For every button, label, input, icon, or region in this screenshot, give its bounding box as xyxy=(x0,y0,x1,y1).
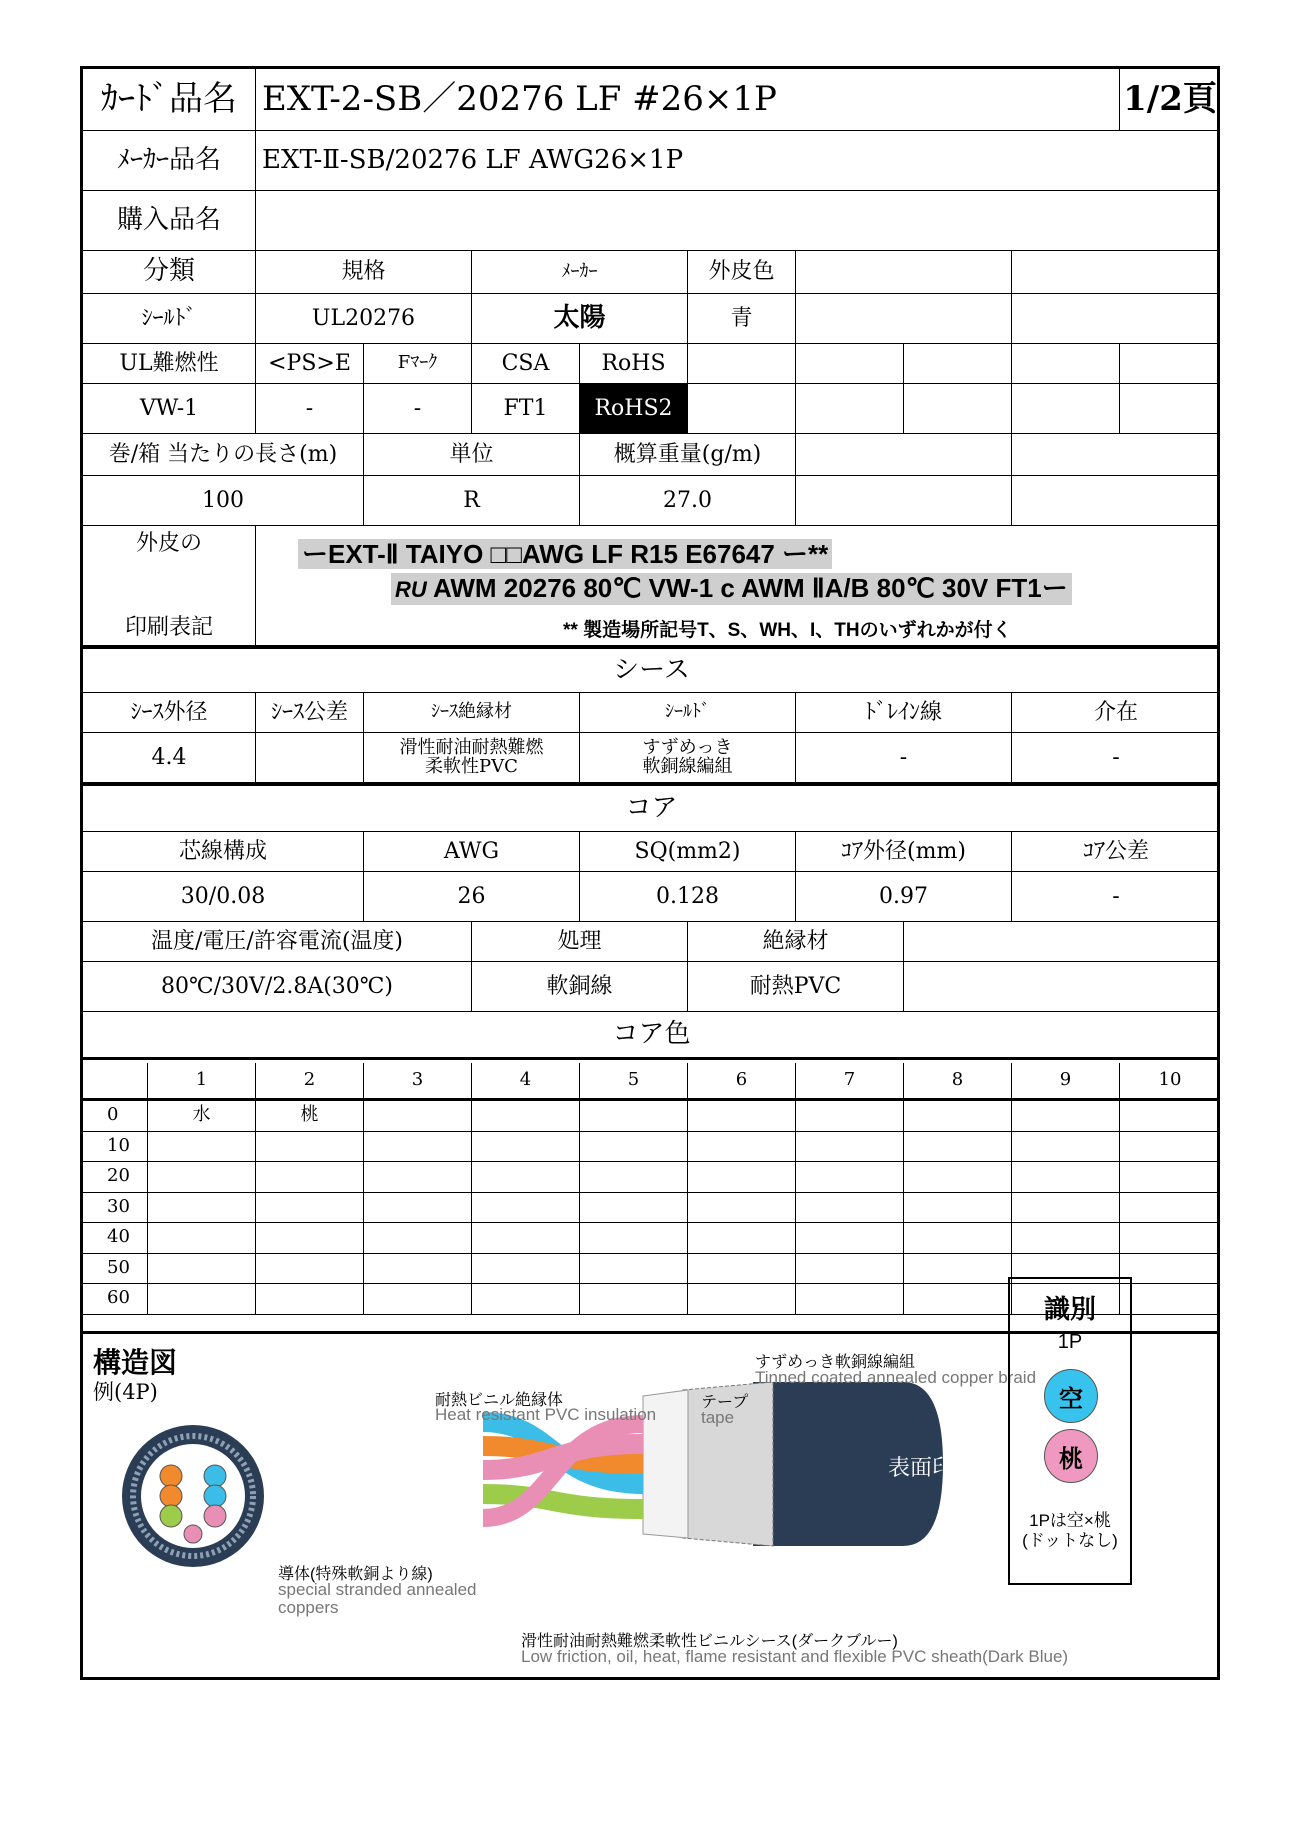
color-row-label: 0 xyxy=(83,1101,148,1132)
color-cell xyxy=(688,1162,796,1193)
conductor-construction-label: 芯線構成 xyxy=(83,832,364,872)
color-cell xyxy=(1120,1284,1220,1315)
purchase-name-value xyxy=(256,191,1220,251)
sheath-od-label: ｼｰｽ外径 xyxy=(83,693,256,733)
color-cell xyxy=(1012,1101,1120,1132)
page-number: 1/2頁 xyxy=(1120,69,1220,131)
classification-label: 分類 xyxy=(83,251,256,294)
blank-cell xyxy=(904,384,1012,434)
color-cell xyxy=(364,1223,472,1254)
maker-name-label: ﾒｰｶｰ品名 xyxy=(83,131,256,191)
color-cell xyxy=(796,1223,904,1254)
color-cell xyxy=(580,1193,688,1224)
standard-value: UL20276 xyxy=(256,294,472,344)
sheath-tolerance-label: ｼｰｽ公差 xyxy=(256,693,364,733)
color-cell xyxy=(904,1254,1012,1285)
blank-cell xyxy=(796,476,1012,526)
color-cell xyxy=(472,1101,580,1132)
core-od-label: ｺｱ外径(mm) xyxy=(796,832,1012,872)
cross-section xyxy=(122,1425,264,1567)
sheath-od-value: 4.4 xyxy=(83,733,256,783)
length-per-reel-value: 100 xyxy=(83,476,364,526)
blank-cell xyxy=(796,344,904,384)
color-column-header: 4 xyxy=(472,1063,580,1101)
color-cell xyxy=(256,1284,364,1315)
blank-cell xyxy=(1012,251,1220,294)
color-cell xyxy=(148,1223,256,1254)
color-cell xyxy=(580,1162,688,1193)
color-cell xyxy=(148,1254,256,1285)
jacket-print-label xyxy=(83,526,256,646)
print-line-2-band xyxy=(391,573,1072,605)
conductor-construction-value: 30/0.08 xyxy=(83,872,364,922)
identification-note: 1Pは空×桃 (ドットなし) xyxy=(1022,1511,1118,1550)
color-cell xyxy=(472,1223,580,1254)
core-tolerance-value: - xyxy=(1012,872,1220,922)
color-1-badge: 空 xyxy=(1044,1369,1098,1423)
pse-label: <PS>E xyxy=(256,344,364,384)
color-column-header: 1 xyxy=(148,1063,256,1101)
color-cell xyxy=(688,1132,796,1163)
csa-value: FT1 xyxy=(472,384,580,434)
blank-cell xyxy=(688,384,796,434)
color-cell xyxy=(904,1132,1012,1163)
color-cell xyxy=(472,1162,580,1193)
color-cell xyxy=(256,1162,364,1193)
blank-cell xyxy=(904,962,1220,1012)
color-cell xyxy=(472,1193,580,1224)
print-note: ** 製造場所記号T、S、WH、I、THのいずれかが付く xyxy=(563,620,1012,641)
f-mark-value: - xyxy=(364,384,472,434)
color-cell xyxy=(580,1132,688,1163)
color-cell xyxy=(364,1162,472,1193)
color-cell xyxy=(1120,1162,1220,1193)
color-cell xyxy=(256,1193,364,1224)
color-cell xyxy=(688,1254,796,1285)
tape-label-en: tape xyxy=(701,1408,735,1427)
color-cell xyxy=(1012,1132,1120,1163)
insulation-value: 耐熱PVC xyxy=(688,962,904,1012)
core-tolerance-label: ｺｱ公差 xyxy=(1012,832,1220,872)
ul-flame-value: VW-1 xyxy=(83,384,256,434)
color-cell xyxy=(364,1193,472,1224)
color-column-header: 8 xyxy=(904,1063,1012,1101)
color-cell xyxy=(904,1101,1012,1132)
color-cell xyxy=(796,1193,904,1224)
color-cell xyxy=(904,1223,1012,1254)
color-cell xyxy=(364,1132,472,1163)
color-row-label: 20 xyxy=(83,1162,148,1193)
color-cell xyxy=(904,1162,1012,1193)
blank-cell xyxy=(688,344,796,384)
color-cell xyxy=(1120,1254,1220,1285)
color-row-label: 10 xyxy=(83,1132,148,1163)
color-cell xyxy=(148,1193,256,1224)
insulation-label: 絶縁材 xyxy=(688,922,904,962)
blank-cell xyxy=(1120,384,1220,434)
conductor-label-en: special stranded annealed coppers xyxy=(278,1580,477,1617)
color-cell xyxy=(364,1284,472,1315)
blank-cell xyxy=(796,434,1012,476)
blank-cell xyxy=(796,251,1012,294)
standard-label: 規格 xyxy=(256,251,472,294)
color-cell xyxy=(580,1284,688,1315)
color-cell xyxy=(580,1223,688,1254)
rating-label: 温度/電圧/許容電流(温度) xyxy=(83,922,472,962)
sheath-label-jp: 滑性耐油耐熱難燃柔軟性ビニルシース(ダークブルー) xyxy=(521,1633,898,1650)
color-cell xyxy=(256,1223,364,1254)
purchase-name-label: 購入品名 xyxy=(83,191,256,251)
color-cell xyxy=(1120,1193,1220,1224)
jacket-color-label: 外皮色 xyxy=(688,251,796,294)
blank-cell xyxy=(1120,344,1220,384)
sheath-material-value: 滑性耐油耐熱難燃 柔軟性PVC xyxy=(364,733,580,783)
color-cell: 水 xyxy=(148,1101,256,1132)
card-name-value: EXT-2-SB／20276 LF #26×1P xyxy=(256,69,1120,131)
core-section-title: コア xyxy=(83,786,1220,832)
drain-wire-label: ﾄﾞﾚｲﾝ線 xyxy=(796,693,1012,733)
blank-cell xyxy=(904,922,1220,962)
color-column-header: 10 xyxy=(1120,1063,1220,1101)
rohs-value: RoHS2 xyxy=(580,384,688,434)
color-cell xyxy=(364,1254,472,1285)
color-cell xyxy=(580,1101,688,1132)
ul-flame-label: UL難燃性 xyxy=(83,344,256,384)
sheath-label-en: Low friction, oil, heat, flame resistant and flexible PVC sheath(Dark Blue) xyxy=(521,1647,1069,1666)
pair-label: 1P xyxy=(1057,1331,1083,1353)
color-cell xyxy=(472,1132,580,1163)
core-color-section-title: コア色 xyxy=(83,1012,1220,1060)
color-column-header: 2 xyxy=(256,1063,364,1101)
shield-value: すずめっき 軟銅線編組 xyxy=(580,733,796,783)
treatment-label: 処理 xyxy=(472,922,688,962)
color-column-header: 7 xyxy=(796,1063,904,1101)
color-cell xyxy=(580,1254,688,1285)
color-cell xyxy=(364,1101,472,1132)
rohs-label: RoHS xyxy=(580,344,688,384)
print-line-2: AWM 20276 80℃ VW-1 c AWM ⅡA/B 80℃ 30V FT1ー xyxy=(433,573,1068,603)
color-cell xyxy=(256,1254,364,1285)
color-cell xyxy=(688,1193,796,1224)
color-cell xyxy=(472,1254,580,1285)
color-cell xyxy=(472,1284,580,1315)
jacket-color-value: 青 xyxy=(688,294,796,344)
identification-title: 識別 xyxy=(1043,1294,1096,1324)
color-row-label: 60 xyxy=(83,1284,148,1315)
color-cell xyxy=(1120,1132,1220,1163)
color-cell xyxy=(148,1162,256,1193)
ul-recognized-mark: RU xyxy=(395,577,427,602)
grid-corner-cell xyxy=(83,1063,148,1101)
blank-cell xyxy=(796,384,904,434)
core-od-value: 0.97 xyxy=(796,872,1012,922)
color-cell xyxy=(688,1101,796,1132)
color-cell xyxy=(1120,1223,1220,1254)
f-mark-label: Fﾏｰｸ xyxy=(364,344,472,384)
tape-label-jp: テープ xyxy=(701,1394,749,1411)
color-cell xyxy=(1012,1162,1120,1193)
sq-value: 0.128 xyxy=(580,872,796,922)
pse-value: - xyxy=(256,384,364,434)
awg-label: AWG xyxy=(364,832,580,872)
print-line-1: ーEXT-Ⅱ TAIYO □□AWG LF R15 E67647 ー** xyxy=(298,539,832,569)
filler-label: 介在 xyxy=(1012,693,1220,733)
color-cell xyxy=(796,1132,904,1163)
blank-cell xyxy=(1012,384,1120,434)
sq-label: SQ(mm2) xyxy=(580,832,796,872)
structure-title: 構造図 xyxy=(93,1347,178,1378)
identification-box xyxy=(1008,1277,1132,1585)
sheath-tolerance-value xyxy=(256,733,364,783)
blank-cell xyxy=(904,344,1012,384)
color-2-badge: 桃 xyxy=(1044,1429,1098,1483)
color-row-label: 30 xyxy=(83,1193,148,1224)
drain-wire-value: - xyxy=(796,733,1012,783)
weight-label: 概算重量(g/m) xyxy=(580,434,796,476)
color-cell xyxy=(1012,1223,1120,1254)
jacket-print-label-top: 外皮の xyxy=(135,531,202,556)
color-row-label: 50 xyxy=(83,1254,148,1285)
jacket-print-label-bottom: 印刷表記 xyxy=(124,614,213,640)
color-cell xyxy=(1120,1101,1220,1132)
color-cell xyxy=(796,1254,904,1285)
blank-cell xyxy=(1012,476,1220,526)
sheath-material-label: ｼｰｽ絶縁材 xyxy=(364,693,580,733)
rating-value: 80℃/30V/2.8A(30℃) xyxy=(83,962,472,1012)
length-per-reel-label: 巻/箱 当たりの長さ(m) xyxy=(83,434,364,476)
insulation-label-en: Heat resistant PVC insulation xyxy=(435,1405,657,1424)
structure-example: 例(4P) xyxy=(93,1380,158,1404)
insulation-label-jp: 耐熱ビニル絶縁体 xyxy=(435,1392,564,1409)
blank-cell xyxy=(1012,434,1220,476)
color-cell: 桃 xyxy=(256,1101,364,1132)
color-column-header: 6 xyxy=(688,1063,796,1101)
blank-cell xyxy=(1012,344,1120,384)
filler-value: - xyxy=(1012,733,1220,783)
color-cell xyxy=(1012,1193,1120,1224)
color-cell xyxy=(796,1162,904,1193)
sheath-section-title: シース xyxy=(83,649,1220,693)
shield-label: ｼｰﾙﾄﾞ xyxy=(580,693,796,733)
color-cell xyxy=(148,1284,256,1315)
csa-label: CSA xyxy=(472,344,580,384)
maker-name-value: EXT-Ⅱ-SB/20276 LF AWG26×1P xyxy=(256,131,1220,191)
braid-label-en: Tinned coated annealed copper braid xyxy=(755,1368,1037,1387)
maker-label: ﾒｰｶｰ xyxy=(472,251,688,294)
braid-label-jp: すずめっき軟銅線編組 xyxy=(755,1354,916,1371)
color-column-header: 5 xyxy=(580,1063,688,1101)
surface-print-label: 表面印字 xyxy=(888,1455,977,1480)
color-cell xyxy=(904,1193,1012,1224)
color-cell xyxy=(148,1132,256,1163)
color-column-header: 3 xyxy=(364,1063,472,1101)
blank-cell xyxy=(796,294,1012,344)
color-cell xyxy=(688,1284,796,1315)
color-cell xyxy=(796,1101,904,1132)
classification-value: ｼｰﾙﾄﾞ xyxy=(83,294,256,344)
maker-value: 太陽 xyxy=(472,294,688,344)
color-cell xyxy=(256,1132,364,1163)
color-cell xyxy=(688,1223,796,1254)
awg-value: 26 xyxy=(364,872,580,922)
blank-cell xyxy=(1012,294,1220,344)
treatment-value: 軟銅線 xyxy=(472,962,688,1012)
color-cell xyxy=(796,1284,904,1315)
weight-value: 27.0 xyxy=(580,476,796,526)
color-row-label: 40 xyxy=(83,1223,148,1254)
color-cell xyxy=(904,1284,1012,1315)
unit-value: R xyxy=(364,476,580,526)
unit-label: 単位 xyxy=(364,434,580,476)
card-name-label: ｶｰﾄﾞ品名 xyxy=(83,69,256,131)
color-column-header: 9 xyxy=(1012,1063,1120,1101)
conductor-label-jp: 導体(特殊軟銅より線) xyxy=(278,1566,433,1583)
